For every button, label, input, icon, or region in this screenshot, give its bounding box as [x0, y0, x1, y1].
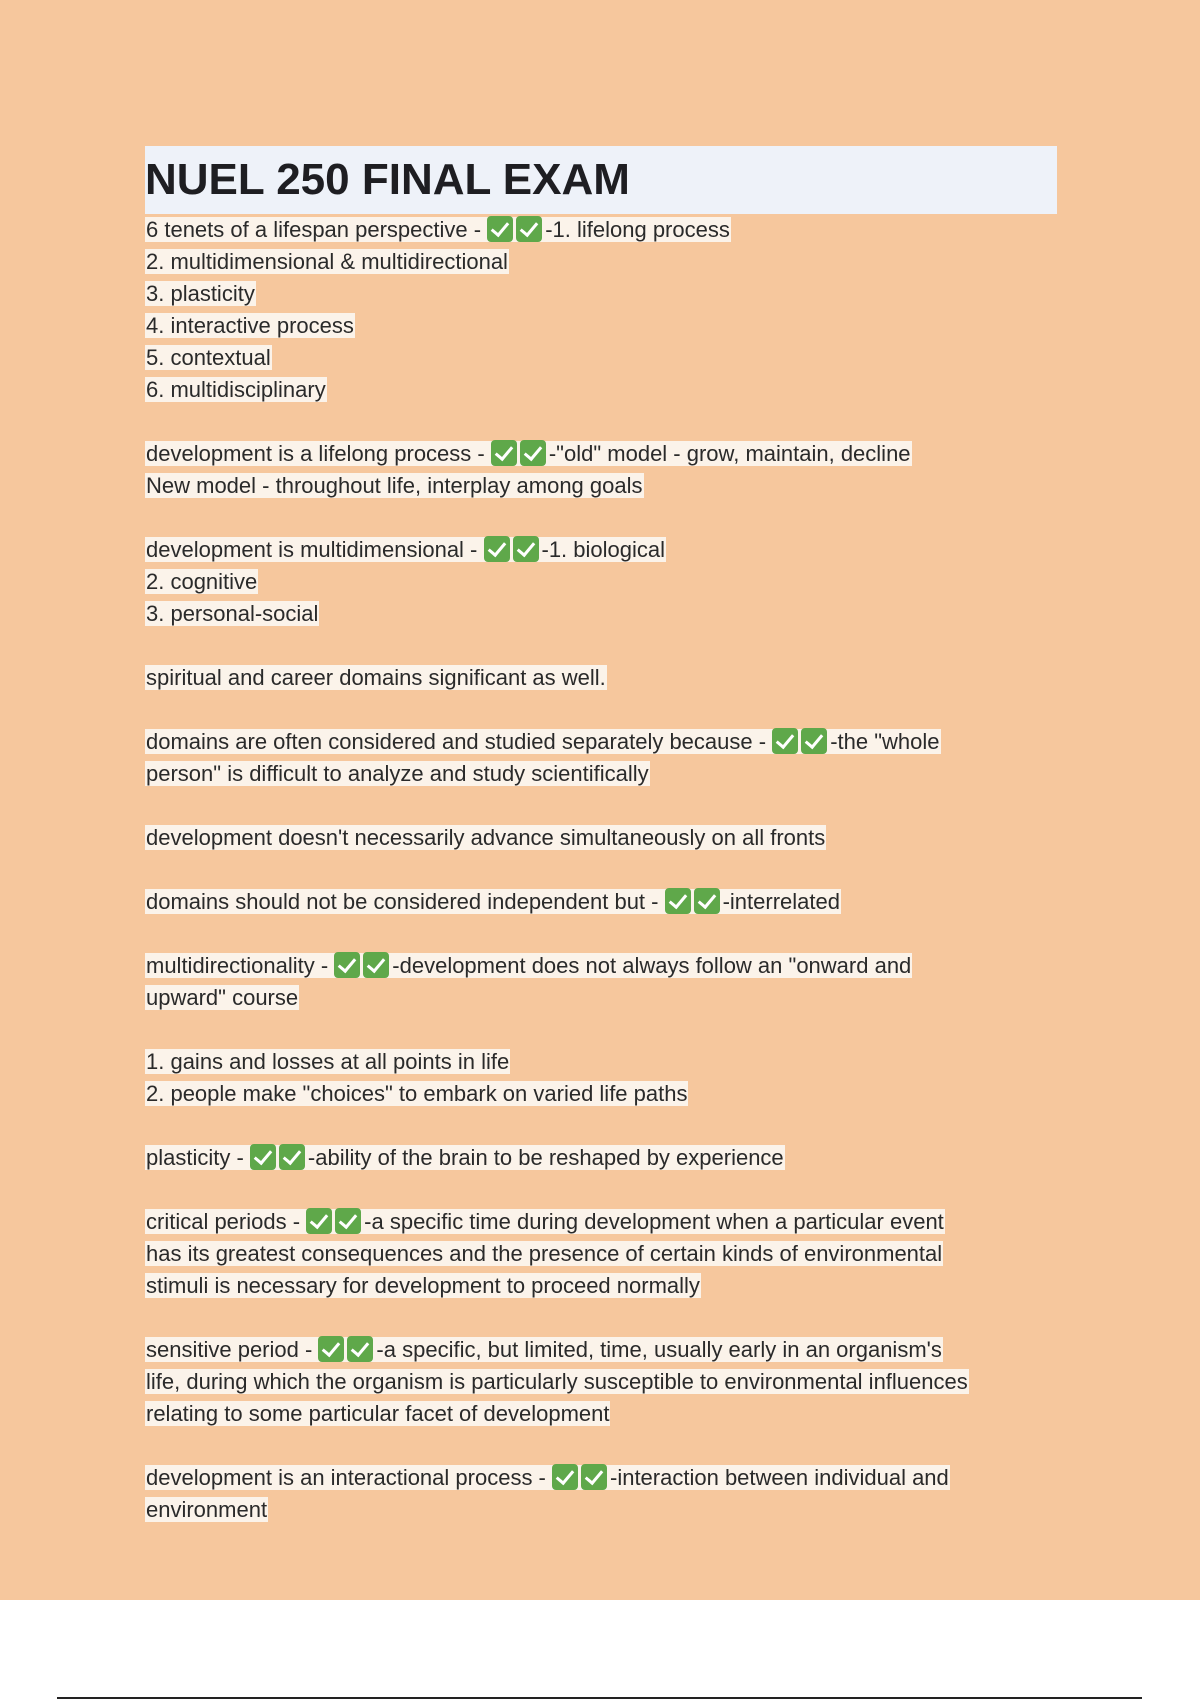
- entry-line: [145, 1334, 1145, 1366]
- answer-marker: [318, 1334, 376, 1366]
- flashcard-entry: [145, 214, 1145, 406]
- entry-answer-text: -development does not always follow an "onward and: [392, 953, 912, 978]
- entry-line: [145, 1462, 1145, 1494]
- entry-line: [145, 470, 1145, 502]
- entry-line: [145, 438, 1145, 470]
- entry-answer-text: relating to some particular facet of development: [146, 1401, 610, 1426]
- check-mark-icon: [513, 536, 539, 562]
- answer-marker: [491, 438, 549, 470]
- highlighted-text: [145, 985, 299, 1010]
- highlighted-text: [145, 1369, 969, 1394]
- highlighted-text: [145, 1273, 701, 1298]
- check-mark-icon: [347, 1336, 373, 1362]
- highlighted-text: [145, 1049, 510, 1074]
- flashcard-entry: [145, 950, 1145, 1014]
- highlighted-text: [145, 1081, 688, 1106]
- entry-line: [145, 1270, 1145, 1302]
- entry-answer-text: has its greatest consequences and the presence of certain kinds of environmental: [146, 1241, 943, 1266]
- entry-term: development is multidimensional -: [146, 537, 484, 562]
- entry-answer-text: 1. gains and losses at all points in life: [146, 1049, 510, 1074]
- entry-term: 6 tenets of a lifespan perspective -: [146, 217, 488, 242]
- highlighted-text: [145, 665, 607, 690]
- highlighted-text: [145, 1497, 268, 1522]
- highlighted-text: [145, 1465, 950, 1490]
- entry-line: [145, 822, 1145, 854]
- entry-answer-text: upward" course: [146, 985, 299, 1010]
- highlighted-text: [145, 761, 650, 786]
- entry-answer-text: -1. lifelong process: [545, 217, 730, 242]
- answer-marker: [552, 1462, 610, 1494]
- entry-line: [145, 1046, 1145, 1078]
- entry-answer-text: 4. interactive process: [146, 313, 354, 338]
- entry-line: [145, 342, 1145, 374]
- entry-answer-text: New model - throughout life, interplay among goals: [146, 473, 643, 498]
- check-mark-icon: [363, 952, 389, 978]
- entry-answer-text: life, during which the organism is particularly susceptible to environmental influences: [146, 1369, 968, 1394]
- highlighted-text: [145, 441, 912, 466]
- answer-marker: [487, 214, 545, 246]
- entry-line: [145, 1206, 1145, 1238]
- entry-answer-text: -a specific time during development when a particular event: [364, 1209, 944, 1234]
- entry-term: plasticity -: [146, 1145, 250, 1170]
- answer-marker: [334, 950, 392, 982]
- entry-term: development is a lifelong process -: [146, 441, 491, 466]
- entry-line: [145, 1142, 1145, 1174]
- entry-answer-text: 6. multidisciplinary: [146, 377, 326, 402]
- check-mark-icon: [279, 1144, 305, 1170]
- entry-line: [145, 214, 1145, 246]
- highlighted-text: [145, 729, 941, 754]
- entry-answer-text: stimuli is necessary for development to proceed normally: [146, 1273, 700, 1298]
- highlighted-text: [145, 1145, 785, 1170]
- highlighted-text: [145, 281, 256, 306]
- entry-term: multidirectionality -: [146, 953, 335, 978]
- entry-line: [145, 982, 1145, 1014]
- entry-answer-text: development doesn't necessarily advance simultaneously on all fronts: [146, 825, 826, 850]
- entry-line: [145, 246, 1145, 278]
- check-mark-icon: [694, 888, 720, 914]
- flashcard-entry: [145, 534, 1145, 630]
- answer-marker: [665, 886, 723, 918]
- highlighted-text: [145, 825, 826, 850]
- entry-line: [145, 886, 1145, 918]
- entry-answer-text: spiritual and career domains significant as well.: [146, 665, 606, 690]
- highlighted-text: [145, 377, 327, 402]
- entry-line: [145, 1078, 1145, 1110]
- check-mark-icon: [520, 440, 546, 466]
- entry-answer-text: 2. multidimensional & multidirectional: [146, 249, 508, 274]
- entry-answer-text: -interrelated: [722, 889, 840, 914]
- highlighted-text: [145, 889, 841, 914]
- entry-line: [145, 374, 1145, 406]
- flashcard-list: [145, 214, 1145, 1526]
- entry-line: [145, 662, 1145, 694]
- check-mark-icon: [335, 1208, 361, 1234]
- entry-line: [145, 278, 1145, 310]
- highlighted-text: [145, 249, 509, 274]
- check-mark-icon: [772, 728, 798, 754]
- highlighted-text: [145, 473, 644, 498]
- flashcard-entry: [145, 1142, 1145, 1174]
- title-banner: [145, 146, 1057, 214]
- entry-term: domains should not be considered independent but -: [146, 889, 665, 914]
- footer-divider: [57, 1697, 1142, 1699]
- answer-marker: [484, 534, 542, 566]
- entry-term: development is an interactional process -: [146, 1465, 552, 1490]
- highlighted-text: [145, 1337, 943, 1362]
- entry-line: [145, 1494, 1145, 1526]
- highlighted-text: [145, 953, 912, 978]
- document-title: NUEL 250 FINAL EXAM: [145, 155, 630, 204]
- entry-answer-text: environment: [146, 1497, 268, 1522]
- check-mark-icon: [516, 216, 542, 242]
- check-mark-icon: [581, 1464, 607, 1490]
- flashcard-entry: [145, 662, 1145, 694]
- flashcard-entry: [145, 1206, 1145, 1302]
- highlighted-text: [145, 345, 272, 370]
- flashcard-entry: [145, 1046, 1145, 1110]
- entry-term: sensitive period -: [146, 1337, 319, 1362]
- check-mark-icon: [801, 728, 827, 754]
- entry-answer-text: 3. plasticity: [146, 281, 255, 306]
- entry-answer-text: 2. people make "choices" to embark on varied life paths: [146, 1081, 688, 1106]
- answer-marker: [772, 726, 830, 758]
- flashcard-entry: [145, 1334, 1145, 1430]
- flashcard-entry: [145, 1462, 1145, 1526]
- entry-line: [145, 534, 1145, 566]
- highlighted-text: [145, 601, 319, 626]
- highlighted-text: [145, 1241, 943, 1266]
- answer-marker: [306, 1206, 364, 1238]
- highlighted-text: [145, 217, 731, 242]
- entry-answer-text: person" is difficult to analyze and study scientifically: [146, 761, 649, 786]
- page-margin: [0, 1600, 1200, 1700]
- entry-line: [145, 566, 1145, 598]
- check-mark-icon: [334, 952, 360, 978]
- entry-answer-text: -interaction between individual and: [610, 1465, 949, 1490]
- entry-answer-text: -the "whole: [830, 729, 940, 754]
- document-body: [145, 146, 1145, 1526]
- flashcard-entry: [145, 822, 1145, 854]
- entry-answer-text: -a specific, but limited, time, usually early in an organism's: [376, 1337, 942, 1362]
- entry-line: [145, 950, 1145, 982]
- entry-term: domains are often considered and studied separately because -: [146, 729, 773, 754]
- entry-term: critical periods -: [146, 1209, 307, 1234]
- highlighted-text: [145, 569, 258, 594]
- highlighted-text: [145, 1209, 945, 1234]
- entry-line: [145, 1238, 1145, 1270]
- entry-line: [145, 758, 1145, 790]
- check-mark-icon: [250, 1144, 276, 1170]
- check-mark-icon: [318, 1336, 344, 1362]
- check-mark-icon: [491, 440, 517, 466]
- entry-answer-text: -"old" model - grow, maintain, decline: [548, 441, 911, 466]
- highlighted-text: [145, 1401, 610, 1426]
- entry-answer-text: 2. cognitive: [146, 569, 258, 594]
- flashcard-entry: [145, 886, 1145, 918]
- highlighted-text: [145, 537, 666, 562]
- entry-answer-text: -1. biological: [541, 537, 666, 562]
- entry-line: [145, 1398, 1145, 1430]
- flashcard-entry: [145, 726, 1145, 790]
- highlighted-text: [145, 313, 355, 338]
- check-mark-icon: [487, 216, 513, 242]
- flashcard-entry: [145, 438, 1145, 502]
- answer-marker: [250, 1142, 308, 1174]
- entry-answer-text: -ability of the brain to be reshaped by experience: [307, 1145, 784, 1170]
- entry-line: [145, 1366, 1145, 1398]
- entry-line: [145, 726, 1145, 758]
- entry-line: [145, 598, 1145, 630]
- entry-answer-text: 5. contextual: [146, 345, 271, 370]
- entry-line: [145, 310, 1145, 342]
- check-mark-icon: [484, 536, 510, 562]
- check-mark-icon: [306, 1208, 332, 1234]
- check-mark-icon: [552, 1464, 578, 1490]
- check-mark-icon: [665, 888, 691, 914]
- entry-answer-text: 3. personal-social: [146, 601, 319, 626]
